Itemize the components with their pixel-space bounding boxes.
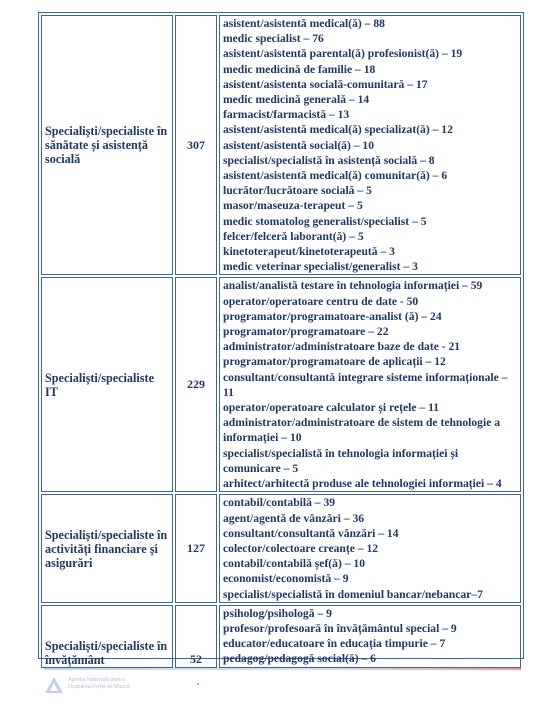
table-row [41,15,521,275]
occupations-grid [39,13,523,670]
list-item: analist/analistă testare în tehnologia informației – 59 [223,279,483,293]
list-item: masor/maseuza-terapeut – 5 [223,199,363,213]
category-cell: Specialiști/specialiste IT [41,277,173,492]
list-item: asistent/asistentă parental(ă) profesionist(ă) – 19 [223,47,463,61]
list-item: medic medicină generală – 14 [223,93,370,107]
list-item: contabil/contabilă – 39 [223,496,336,510]
category-cell: Specialiști/specialiste în învățământ [41,605,173,668]
page-mark [197,683,199,685]
table-row [41,277,521,492]
list-item: contabil/contabilă șef(ă) – 10 [223,557,366,571]
agency-logo-icon [44,676,64,694]
list-item: specialist/specialistă în tehnologia informației și comunicare – 5 [223,446,459,475]
total-cell: 52 [175,605,217,668]
list-item: asistent/asistentă medical(ă) – 88 [223,17,385,30]
total-cell: 307 [175,15,217,275]
occupations-cell [219,277,521,492]
list-item: psiholog/psihologă – 9 [223,606,332,620]
list-item: programator/programatoare de aplicații – 12 [223,355,446,369]
list-item: consultant/consultantă integrare sisteme informaționale – 11 [223,370,508,399]
list-item: administrator/administratoare baze de date - 21 [223,340,461,354]
list-item: arhitect/arhitectă produse ale tehnologiei informației – 4 [223,477,502,491]
list-item: kinetoterapeut/kinetoterapeută – 3 [223,245,395,259]
list-item: economist/economistă – 9 [223,572,349,586]
list-item: asistent/asistenta socială-comunitară – 17 [223,77,428,91]
total-cell: 229 [175,277,217,492]
occupations-cell [219,605,521,668]
agency-name [68,677,130,690]
list-item: operator/operatoare centru de date - 50 [223,294,419,308]
list-item: consultant/consultantă vânzări – 14 [223,526,399,540]
list-item: administrator/administratoare de sistem de tehnologie a informației – 10 [223,416,501,445]
list-item: asistent/asistentă medical(ă) comunitar(ă) – 6 [223,169,448,183]
list-item: lucrător/lucrătoare socială – 5 [223,184,372,198]
occupations-cell [219,494,521,602]
list-item: profesor/profesoară în învățământul special – 9 [223,621,457,635]
category-cell: Specialiști/specialiste în activități financiare și asigurări [41,494,173,602]
list-item: farmacist/farmacistă – 13 [223,108,350,122]
agency-name-line: Ocuparea Forței de Muncă [68,683,130,690]
list-item: pedagog/pedagogă social(ă) – 6 [223,652,376,666]
list-item: medic medicină de familie – 18 [223,62,376,76]
total-cell: 127 [175,494,217,602]
list-item: asistent/asistentă medical(ă) specializat(ă) – 12 [223,123,453,137]
list-item: agent/agentă de vânzări – 36 [223,511,365,525]
list-item: programator/programatoare – 22 [223,325,389,339]
list-item: operator/operatoare calculator și rețele – 11 [223,401,440,415]
list-item: asistent/asistentă social(ă) – 10 [223,138,375,152]
footer-divider [44,668,521,670]
list-item: programator/programatoare-analist (ă) – 24 [223,309,442,323]
occupations-cell [219,15,521,275]
list-item: specialist/specialistă în domeniul bancar/nebancar–7 [223,587,483,601]
list-item: medic veterinar specialist/generalist – 3 [223,260,418,274]
list-item: educator/educatoare în educația timpurie – 7 [223,637,446,651]
agency-name-line: Agenția Națională pentru [68,677,126,683]
table-row [41,494,521,602]
list-item: medic stomatolog generalist/specialist – 5 [223,214,427,228]
table-row [41,605,521,668]
category-cell: Specialiști/specialiste în sănătate și asistență socială [41,15,173,275]
list-item: specialist/specialistă în asistență socială – 8 [223,153,435,167]
list-item: medic specialist – 76 [223,32,324,46]
list-item: colector/colectoare creanțe – 12 [223,541,379,555]
list-item: felcer/felceră laborant(ă) – 5 [223,229,364,243]
occupations-table [38,12,524,667]
